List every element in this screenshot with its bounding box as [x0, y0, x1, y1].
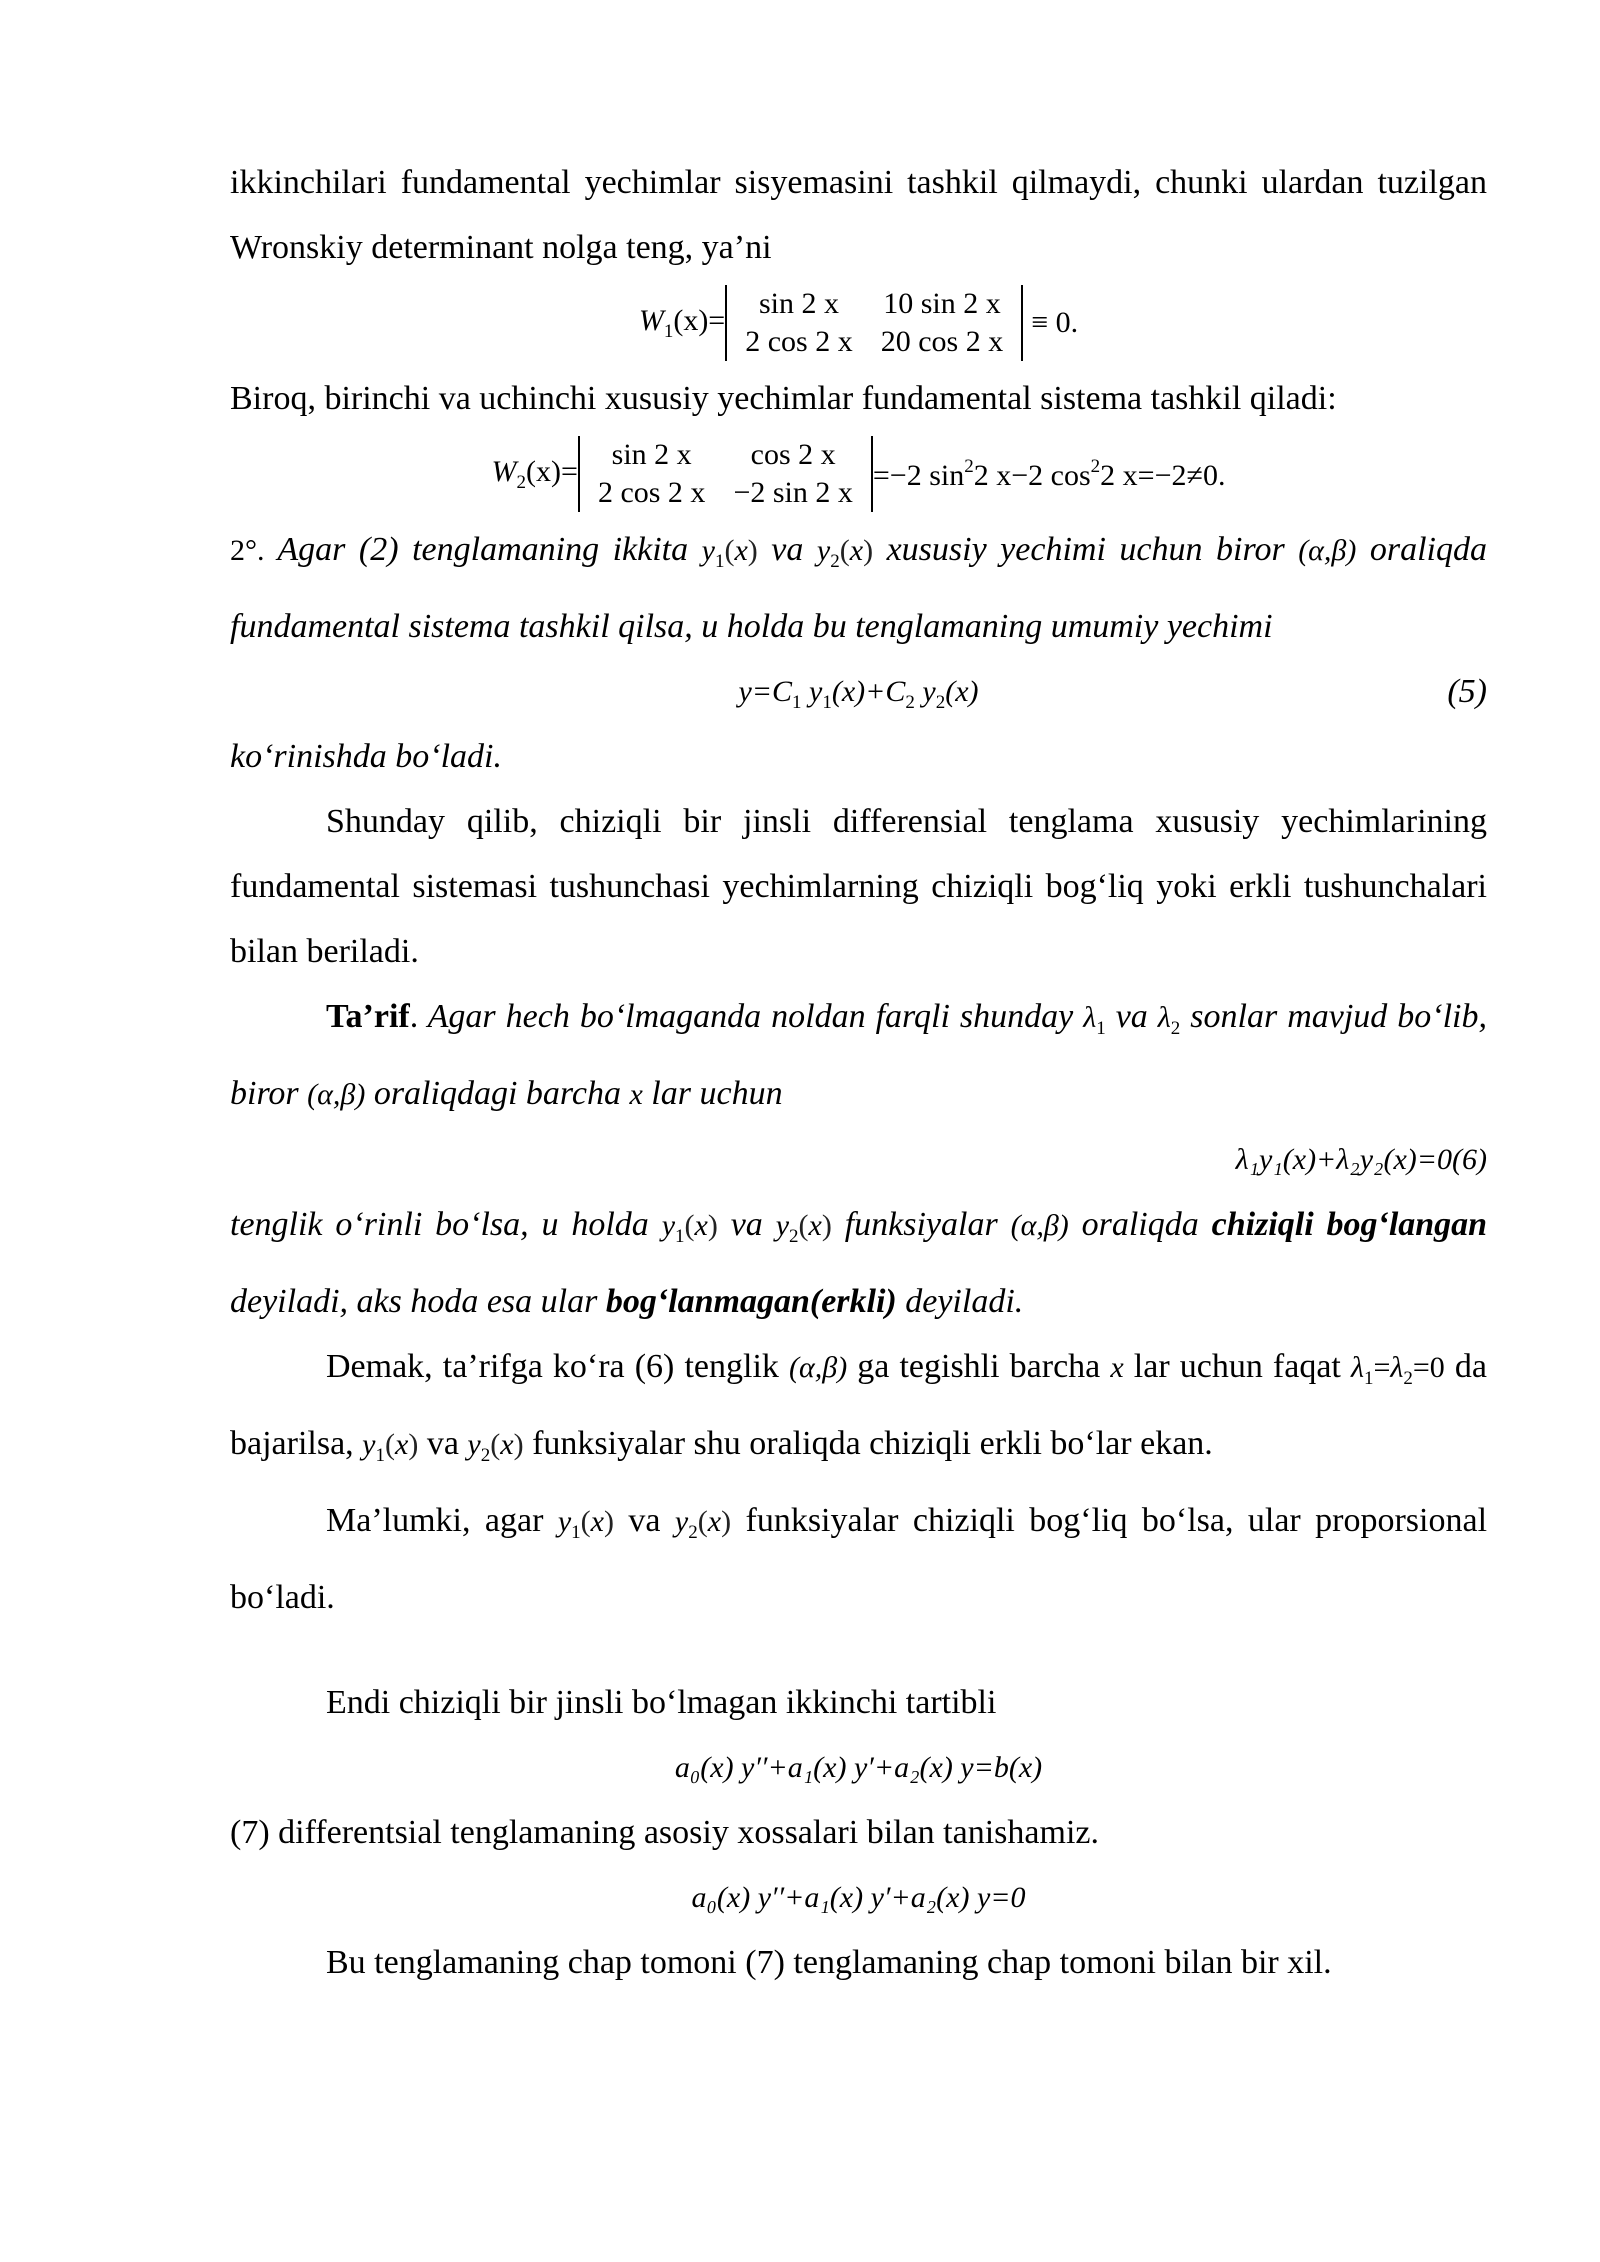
equation-homogeneous: a₀(x) y′′+a₁(x) y′+a₂(x) y=0 [691, 1881, 1026, 1914]
math-interval: (α,β) [1010, 1209, 1069, 1242]
w1-cell: 20 cos 2 x [880, 325, 1004, 358]
term-dependent: chiziqli bog‘langan [1211, 1206, 1488, 1243]
definition-text: deyiladi. [905, 1283, 1024, 1320]
w2-cell: cos 2 x [750, 438, 836, 471]
definition-text: oraliqda [1081, 1206, 1199, 1243]
p4-text: Demak, ta’rifga ko‘ra (6) tenglik [326, 1348, 779, 1385]
math-y1x: $y_1(x)$ [701, 534, 758, 572]
equation-number: (5) [1447, 673, 1487, 710]
equation-wronskian-1 [230, 280, 1487, 366]
theorem-text: oraliqda fundamental sistema tashkil qilsa, u holda bu tenglamaning umumiy yechimi [230, 531, 1487, 645]
equation-5 [230, 659, 1487, 724]
math-y2x: $y_2(x)$ [467, 1428, 524, 1466]
w1-cell: sin 2 x [758, 287, 839, 320]
math-y1x: $y_1(x)$ [557, 1505, 614, 1543]
math-interval: (α,β) [789, 1351, 848, 1384]
equation-6: λ₁y₁(x)+λ₂y₂(x)=0(6) [1235, 1143, 1487, 1176]
math-y1x: $y_1(x)$ [362, 1428, 419, 1466]
w2-determinant [578, 436, 873, 512]
p4-text: va [426, 1425, 459, 1462]
paragraph-8: Bu tenglamaning chap tomoni (7) tenglamaning chap tomoni bilan bir xil. [326, 1944, 1332, 1981]
equation-7: a₀(x) y′′+a₁(x) y′+a₂(x) y=b(x) [674, 1751, 1043, 1784]
math-lambda-zero: $\lambda_1=\lambda_2=0$ [1350, 1351, 1445, 1389]
paragraph-3: Shunday qilib, chiziqli bir jinsli differensial tenglama xususiy yechimlarining fundamental sistemasi tushunchasi yechimlarning chiziqli bog‘liq yoki erkli tushunchalari bilan beriladi. [230, 803, 1487, 970]
theorem-number: 2°. [230, 534, 265, 567]
math-x: x [1110, 1351, 1124, 1384]
math-interval: (α,β) [307, 1078, 366, 1111]
document-page [230, 150, 1487, 1995]
w2-lhs: $W_2(x)=$ [491, 454, 578, 493]
definition-dot: . [409, 998, 419, 1035]
p5-text: Ma’lumki, agar [326, 1502, 544, 1539]
definition-continued [230, 1192, 1487, 1334]
w2-cell: −2 sin 2 x [733, 476, 853, 509]
paragraph-5 [230, 1488, 1487, 1630]
definition-text: va [1115, 998, 1148, 1035]
w1-cell: 10 sin 2 x [883, 287, 1001, 320]
definition-text: tenglik o‘rinli bo‘lsa, u holda [230, 1206, 649, 1243]
p5-text: va [628, 1502, 661, 1539]
definition-text: sonlar mavjud bo‘lib, biror [230, 998, 1488, 1112]
math-y1x: $y_1(x)$ [661, 1209, 718, 1247]
spacer [230, 1630, 1487, 1670]
math-y2x: $y_2(x)$ [674, 1505, 732, 1543]
p5-text: funksiyalar chiziqli bog‘liq bo‘lsa, ular proporsional bo‘ladi. [230, 1502, 1488, 1616]
w2-cell: 2 cos 2 x [597, 476, 706, 509]
definition-text: funksiyalar [844, 1206, 998, 1243]
theorem-text: Agar (2) tenglamaning ikkita [277, 531, 689, 568]
w2-cell: sin 2 x [611, 438, 692, 471]
theorem-text: va [771, 531, 804, 568]
definition-paragraph [230, 984, 1487, 1127]
paragraph-4 [230, 1334, 1487, 1488]
definition-text: Agar hech bo‘lmaganda noldan farqli shunday [427, 998, 1074, 1035]
definition-text: oraliqdagi barcha [373, 1075, 621, 1112]
p4-text: lar uchun faqat [1133, 1348, 1341, 1385]
math-lambda2: $\lambda_2$ [1157, 1001, 1181, 1039]
w1-rhs: ≡ 0. [1031, 306, 1079, 339]
paragraph-korinishda: ko‘rinishda bo‘ladi. [230, 738, 502, 775]
definition-text: lar uchun [651, 1075, 783, 1112]
math-x: x [629, 1078, 643, 1111]
paragraph-6: Endi chiziqli bir jinsli bo‘lmagan ikkinchi tartibli [326, 1684, 997, 1721]
definition-label: Ta’rif [326, 998, 410, 1035]
paragraph-2: Biroq, birinchi va uchinchi xususiy yechimlar fundamental sistema tashkil qiladi: [230, 380, 1337, 417]
equation-wronskian-2 [230, 431, 1487, 517]
definition-text: deyiladi, aks hoda esa ular [230, 1283, 598, 1320]
p4-text: ga tegishli barcha [857, 1348, 1101, 1385]
p4-text: funksiyalar shu oraliqda chiziqli erkli bo‘lar ekan. [532, 1425, 1213, 1462]
term-independent: bog‘lanmagan(erkli) [605, 1283, 897, 1320]
paragraph-7: (7) differentsial tenglamaning asosiy xossalari bilan tanishamiz. [230, 1814, 1099, 1851]
paragraph-1: ikkinchilari fundamental yechimlar sisyemasini tashkil qilmaydi, chunki ulardan tuzilgan Wronskiy determinant nolga teng, ya’ni [230, 164, 1487, 266]
w1-determinant [725, 285, 1023, 361]
w1-cell: 2 cos 2 x [745, 325, 853, 358]
w2-rhs: =−2 $\sin^22$ x−2 $\cos^22$ x=−2≠0. [872, 455, 1226, 492]
math-y2x: $y_2(x)$ [775, 1209, 832, 1247]
theorem-text: xususiy yechimi uchun biror [886, 531, 1285, 568]
math-y2x: $y_2(x)$ [816, 534, 874, 572]
w1-lhs: $W_1(x)=$ [638, 303, 726, 342]
equation-5-body: $y=C_1$ $y_1(x)+C_2$ $y_2(x)$ [738, 675, 979, 713]
p4-text: da bajarilsa, [230, 1348, 1487, 1462]
theorem-paragraph [230, 517, 1487, 659]
math-lambda1: $\lambda_1$ [1083, 1001, 1106, 1039]
definition-text: va [730, 1206, 763, 1243]
math-interval: (α,β) [1298, 534, 1357, 567]
